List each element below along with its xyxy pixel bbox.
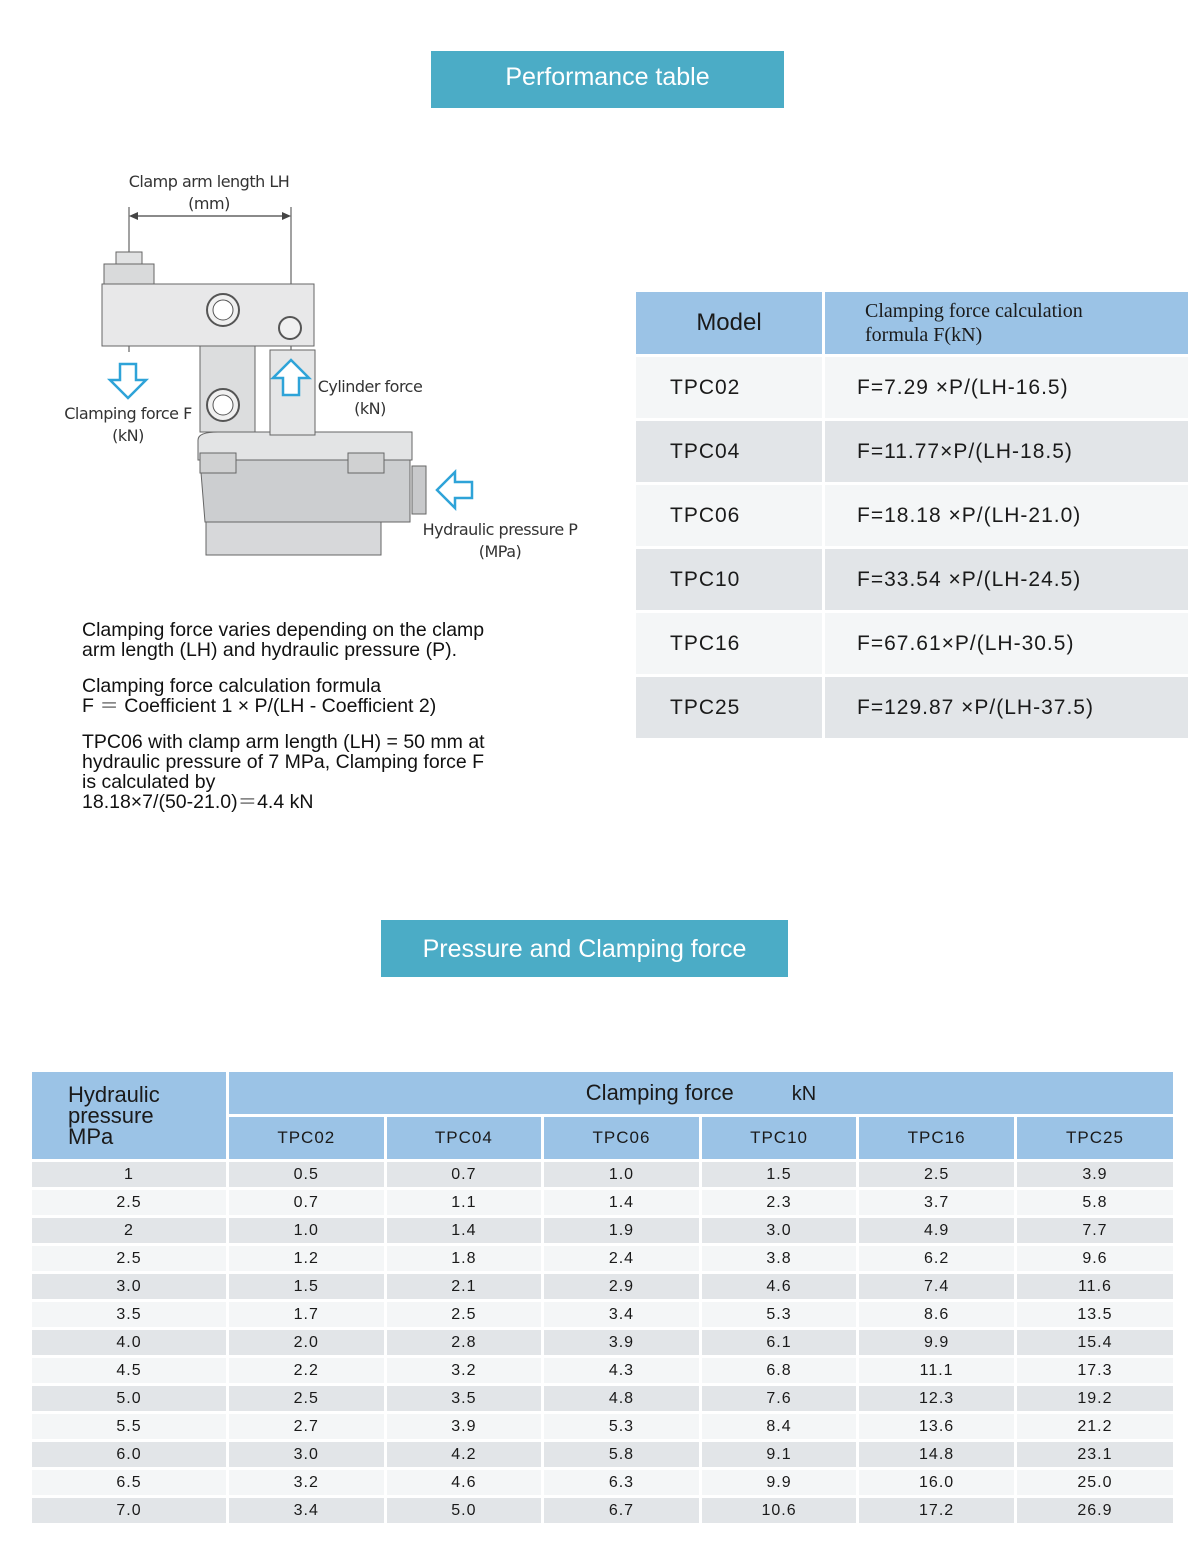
model-header: Model <box>636 292 824 356</box>
table-row <box>32 1441 1173 1469</box>
model-cell: TPC04 <box>636 420 824 484</box>
force-cell: 5.0 <box>385 1497 543 1525</box>
force-cell: 8.6 <box>858 1301 1016 1329</box>
model-cell: TPC02 <box>636 356 824 420</box>
force-cell: 5.3 <box>700 1301 858 1329</box>
force-cell: 26.9 <box>1015 1497 1173 1525</box>
note-example: TPC06 with clamp arm length (LH) = 50 mm at hydraulic pressure of 7 MPa, Clamping force F is calculated by 18.18×7/(50-21.0)＝4.4 kN <box>82 731 485 813</box>
force-cell: 3.0 <box>228 1441 386 1469</box>
force-cell: 8.4 <box>700 1413 858 1441</box>
force-cell: 0.7 <box>385 1161 543 1189</box>
force-cell: 0.5 <box>228 1161 386 1189</box>
table-row <box>32 1469 1173 1497</box>
force-cell: 5.8 <box>543 1441 701 1469</box>
force-cell: 1.8 <box>385 1245 543 1273</box>
force-cell: 3.2 <box>228 1469 386 1497</box>
force-cell: 9.9 <box>700 1469 858 1497</box>
pressure-cell: 4.0 <box>32 1329 228 1357</box>
force-cell: 25.0 <box>1015 1469 1173 1497</box>
force-cell: 5.8 <box>1015 1189 1173 1217</box>
force-cell: 4.8 <box>543 1385 701 1413</box>
pressure-cell: 6.5 <box>32 1469 228 1497</box>
force-cell: 10.6 <box>700 1497 858 1525</box>
force-cell: 23.1 <box>1015 1441 1173 1469</box>
note-variation: Clamping force varies depending on the clamp arm length (LH) and hydraulic pressure (P). <box>82 619 485 661</box>
note-formula: Clamping force calculation formula F ＝ Coefficient 1 × P/(LH - Coefficient 2) <box>82 675 437 717</box>
clamping-force-unit: (kN) <box>112 426 144 445</box>
model-cell: TPC25 <box>636 676 824 739</box>
force-cell: 16.0 <box>858 1469 1016 1497</box>
force-cell: 6.8 <box>700 1357 858 1385</box>
force-cell: 4.9 <box>858 1217 1016 1245</box>
force-cell: 3.4 <box>543 1301 701 1329</box>
pressure-cell: 2.5 <box>32 1189 228 1217</box>
arm-length-unit: (mm) <box>188 194 230 213</box>
force-cell: 13.5 <box>1015 1301 1173 1329</box>
force-cell: 3.9 <box>385 1413 543 1441</box>
table-row <box>32 1357 1173 1385</box>
force-cell: 1.0 <box>543 1161 701 1189</box>
force-cell: 2.4 <box>543 1245 701 1273</box>
force-cell: 14.8 <box>858 1441 1016 1469</box>
model-header-tpc02: TPC02 <box>228 1116 386 1161</box>
force-cell: 9.6 <box>1015 1245 1173 1273</box>
force-cell: 2.5 <box>228 1385 386 1413</box>
force-cell: 4.6 <box>700 1273 858 1301</box>
pressure-cell: 2.5 <box>32 1245 228 1273</box>
force-cell: 1.5 <box>228 1273 386 1301</box>
force-cell: 7.6 <box>700 1385 858 1413</box>
force-cell: 4.3 <box>543 1357 701 1385</box>
cylinder-force-unit: (kN) <box>354 399 386 418</box>
model-cell: TPC06 <box>636 484 824 548</box>
force-cell: 2.8 <box>385 1329 543 1357</box>
table-row <box>32 1385 1173 1413</box>
model-cell: TPC10 <box>636 548 824 612</box>
force-cell: 4.6 <box>385 1469 543 1497</box>
force-cell: 1.7 <box>228 1301 386 1329</box>
pressure-cell: 3.0 <box>32 1273 228 1301</box>
clamping-force-label: Clamping force F <box>64 404 192 423</box>
force-cell: 2.2 <box>228 1357 386 1385</box>
model-header-tpc06: TPC06 <box>543 1116 701 1161</box>
force-cell: 2.7 <box>228 1413 386 1441</box>
force-cell: 6.3 <box>543 1469 701 1497</box>
hydraulic-pressure-unit: (MPa) <box>478 542 522 561</box>
table-row <box>32 1161 1173 1189</box>
clamp-diagram <box>50 160 610 570</box>
hydraulic-pressure-label: Hydraulic pressure P <box>422 520 578 539</box>
force-cell: 12.3 <box>858 1385 1016 1413</box>
force-cell: 3.0 <box>700 1217 858 1245</box>
force-cell: 1.5 <box>700 1161 858 1189</box>
force-cell: 21.2 <box>1015 1413 1173 1441</box>
pressure-cell: 1 <box>32 1161 228 1189</box>
formula-cell: F=7.29 ×P/(LH-16.5) <box>824 356 1189 420</box>
force-cell: 11.1 <box>858 1357 1016 1385</box>
force-cell: 9.9 <box>858 1329 1016 1357</box>
table-row <box>636 420 1188 484</box>
force-cell: 5.3 <box>543 1413 701 1441</box>
force-cell: 2.5 <box>385 1301 543 1329</box>
table-row <box>32 1217 1173 1245</box>
model-header-tpc10: TPC10 <box>700 1116 858 1161</box>
model-header-tpc25: TPC25 <box>1015 1116 1173 1161</box>
force-cell: 1.1 <box>385 1189 543 1217</box>
pressure-cell: 6.0 <box>32 1441 228 1469</box>
force-cell: 3.9 <box>543 1329 701 1357</box>
pressure-clamping-table <box>32 1072 1173 1526</box>
clamping-force-arrow-icon <box>110 364 146 398</box>
pressure-clamping-force-title: Pressure and Clamping force <box>381 920 788 977</box>
force-cell: 1.2 <box>228 1245 386 1273</box>
cylinder-force-label: Cylinder force <box>317 377 423 396</box>
pressure-cell: 5.0 <box>32 1385 228 1413</box>
formula-cell: F=18.18 ×P/(LH-21.0) <box>824 484 1189 548</box>
performance-table <box>636 292 1188 738</box>
formula-cell: F=33.54 ×P/(LH-24.5) <box>824 548 1189 612</box>
force-cell: 17.2 <box>858 1497 1016 1525</box>
force-cell: 2.1 <box>385 1273 543 1301</box>
pressure-cell: 3.5 <box>32 1301 228 1329</box>
force-cell: 19.2 <box>1015 1385 1173 1413</box>
performance-table-title: Performance table <box>431 51 784 108</box>
force-cell: 1.4 <box>385 1217 543 1245</box>
force-cell: 2.5 <box>858 1161 1016 1189</box>
table-row <box>32 1497 1173 1525</box>
force-cell: 2.0 <box>228 1329 386 1357</box>
table-row <box>636 612 1188 676</box>
force-cell: 6.1 <box>700 1329 858 1357</box>
force-cell: 17.3 <box>1015 1357 1173 1385</box>
force-cell: 4.2 <box>385 1441 543 1469</box>
clamping-force-header: Clamping force kN <box>228 1072 1174 1116</box>
model-cell: TPC16 <box>636 612 824 676</box>
force-cell: 3.5 <box>385 1385 543 1413</box>
table-row <box>636 676 1188 739</box>
force-cell: 1.0 <box>228 1217 386 1245</box>
table-row <box>636 548 1188 612</box>
force-cell: 9.1 <box>700 1441 858 1469</box>
force-cell: 6.2 <box>858 1245 1016 1273</box>
arm-length-label: Clamp arm length LH <box>128 172 290 191</box>
model-header-tpc16: TPC16 <box>858 1116 1016 1161</box>
pressure-cell: 7.0 <box>32 1497 228 1525</box>
notes <box>82 620 562 828</box>
table-row <box>32 1301 1173 1329</box>
force-cell: 0.7 <box>228 1189 386 1217</box>
formula-cell: F=129.87 ×P/(LH-37.5) <box>824 676 1189 739</box>
formula-cell: F=67.61×P/(LH-30.5) <box>824 612 1189 676</box>
table-row <box>636 356 1188 420</box>
table-row <box>32 1245 1173 1273</box>
force-cell: 2.3 <box>700 1189 858 1217</box>
model-header-tpc04: TPC04 <box>385 1116 543 1161</box>
force-cell: 15.4 <box>1015 1329 1173 1357</box>
table-row <box>32 1273 1173 1301</box>
formula-cell: F=11.77×P/(LH-18.5) <box>824 420 1189 484</box>
force-cell: 2.9 <box>543 1273 701 1301</box>
force-cell: 3.4 <box>228 1497 386 1525</box>
force-cell: 3.2 <box>385 1357 543 1385</box>
force-cell: 3.7 <box>858 1189 1016 1217</box>
force-cell: 3.9 <box>1015 1161 1173 1189</box>
force-cell: 6.7 <box>543 1497 701 1525</box>
hydraulic-pressure-arrow-icon <box>437 472 472 508</box>
pressure-cell: 4.5 <box>32 1357 228 1385</box>
pressure-cell: 5.5 <box>32 1413 228 1441</box>
table-row <box>32 1329 1173 1357</box>
pressure-cell: 2 <box>32 1217 228 1245</box>
force-cell: 13.6 <box>858 1413 1016 1441</box>
force-cell: 7.4 <box>858 1273 1016 1301</box>
force-cell: 1.4 <box>543 1189 701 1217</box>
force-cell: 11.6 <box>1015 1273 1173 1301</box>
force-cell: 3.8 <box>700 1245 858 1273</box>
formula-header: Clamping force calculation formula F(kN) <box>824 292 1189 356</box>
force-cell: 7.7 <box>1015 1217 1173 1245</box>
table-row <box>636 484 1188 548</box>
table-row <box>32 1189 1173 1217</box>
hydraulic-pressure-header: Hydraulic pressure MPa <box>32 1072 228 1161</box>
force-cell: 1.9 <box>543 1217 701 1245</box>
table-row <box>32 1413 1173 1441</box>
